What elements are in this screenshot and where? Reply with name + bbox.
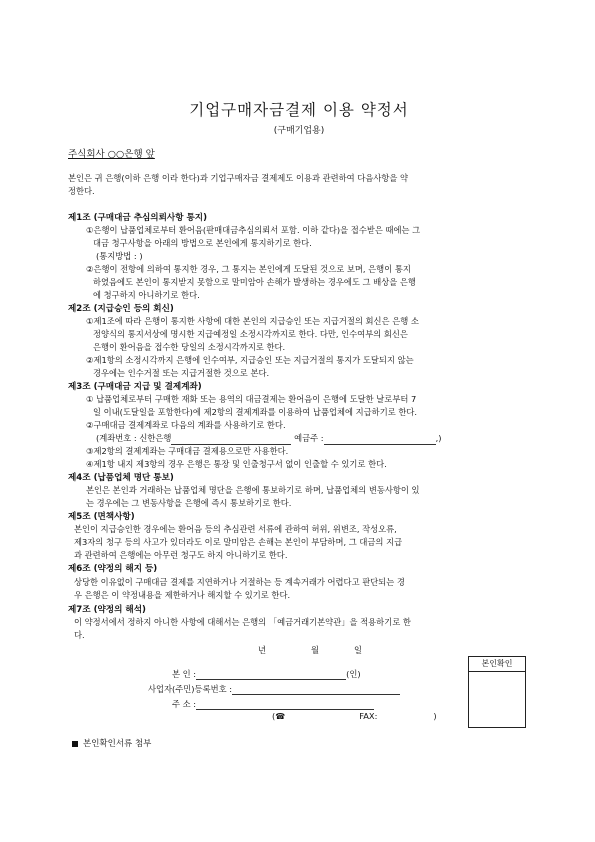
signature-name-row [172,668,361,680]
phone-close: ) [433,711,437,721]
account-bank-label: (계좌번호 : 신한은행 [96,433,172,443]
article-1-line: ①은행이 납품업체로부터 환어음(판매대금추심의뢰서 포함. 이하 같다)을 접수받은 때에는 그 [86,225,421,235]
article-2-line: ①제1조에 따라 은행이 통지한 사항에 대한 본인의 지급승인 또는 지급거절의 회신은 은행 소 [86,316,419,326]
date-year-label: 년 [258,645,267,655]
article-7-heading: 제7조 (약정의 해석) [68,605,146,615]
fax-label: FAX: [359,711,378,721]
article-1-heading: 제1조 (구매대금 추심의뢰사항 통지) [68,213,208,223]
article-3-line: ②구매대금 결제계좌로 다음의 계좌를 사용하기로 한다. [86,420,286,430]
account-close: ,) [435,433,442,443]
article-1-line: 대금 청구사항을 아래의 방법으로 본인에게 통지하기로 한다. [93,238,312,248]
document-title: 기업구매자금결제 이용 약정서 [189,101,409,119]
phone-icon: ☎ [275,712,286,721]
account-row [96,432,441,445]
article-7-line: 이 약정서에서 정하지 아니한 사항에 대해서는 은행의 「예금거래기본약관」을 적용하기로 한 [74,617,411,627]
article-2-line: 경우에는 인수거절 또는 지급거절한 것으로 본다. [93,368,270,378]
signature-bizno-row [148,683,400,695]
phone-open: ( [272,711,276,721]
identity-check-label: 본인확인 [469,657,525,672]
article-2-heading: 제2조 (지급승인 등의 회신) [68,304,174,314]
article-2-line: ②제1항의 소정시각까지 은행에 인수여부, 지급승인 또는 지급거절의 통지가 도달되지 않는 [86,355,414,365]
article-5-line: 과 관련하여 은행에는 아무런 청구도 하지 아니하기로 한다. [74,550,288,560]
bizno-line[interactable] [232,685,400,695]
article-5-line: 본인이 지급승인한 경우에는 환어음 등의 추심관련 서류에 관하여 허위, 위변조, 작성오류, [74,524,397,534]
article-6-line: 상당한 이유없이 구매대금 결제를 지연하거나 거절하는 등 계속거래가 어렵다고 판단되는 경 [74,577,405,587]
article-1-line: 하였음에도 본인이 통지받지 못함으로 말미암아 손해가 발생하는 경우에도 그 배상을 은행 [93,277,416,287]
signatory-name-line[interactable] [196,670,346,680]
intro-line-1: 본인은 귀 은행(이하 은행 이라 한다)과 기업구매자금 결제제도 이용과 관련하여 다음사항을 약 [68,173,409,183]
article-4-heading: 제4조 (납품업체 명단 통보) [68,473,174,483]
seal-mark: (인) [346,669,361,679]
article-3-line: ③제2항의 결제계좌는 구매대금 결제용으로만 사용한다. [86,446,289,456]
signature-address-row [172,698,374,710]
article-1-line: 에 청구하지 아니하기로 한다. [93,290,200,300]
date-day-label: 일 [354,645,363,655]
article-4-line: 는 경우에는 그 변동사항을 은행에 즉시 통보하기로 한다. [86,498,292,508]
article-3-line: ① 납품업체로부터 구매한 재화 또는 용역의 대금결제는 환어음이 은행에 도달한 날로부터 7 [86,394,417,404]
footer-note [72,737,151,749]
document-subtitle: (구매기업용) [273,126,325,136]
addressee: 주식회사 ○○은행 앞 [68,149,155,160]
black-square-icon [72,741,78,747]
article-3-line: ④제1항 내지 제3항의 경우 은행은 통장 및 인출청구서 없이 인출할 수 있기로 한다. [86,459,387,469]
article-6-line: 우 은행은 이 약정내용을 제한하거나 해지할 수 있기로 한다. [74,590,291,600]
article-4-line: 본인은 본인과 거래하는 납품업체 명단을 은행에 통보하기로 하며, 납품업체의 변동사항이 있 [86,485,420,495]
article-1-line: (통지방법 : ) [96,251,143,261]
identity-check-box [468,656,526,728]
signature-phone-row [272,711,437,721]
article-6-heading: 제6조 (약정의 해지 등) [68,564,158,574]
account-holder-line[interactable] [324,435,436,445]
article-7-line: 다. [74,630,85,640]
article-3-heading: 제3조 (구매대금 지급 및 결제계좌) [68,382,202,392]
account-holder-label: 예금주 : [294,433,324,443]
bizno-label: 사업자(주민)등록번호 : [148,684,233,694]
account-number-line[interactable] [171,435,291,445]
signatory-name-label: 본 인 : [172,669,197,679]
article-1-line: ②은행이 전항에 의하여 통지한 경우, 그 통지는 본인에게 도달된 것으로 보며, 은행이 통지 [86,264,411,274]
article-3-line: 일 이내(도달일을 포함한다)에 제2항의 결제계좌를 이용하여 납품업체에 지급하기로 한다. [93,407,418,417]
article-2-line: 정양식의 통지서상에 명시한 지급예정일 소정시각까지로 한다. 다만, 인수여부의 회신은 [93,329,408,339]
article-2-line: 은행이 환어음을 접수한 당일의 소정시각까지로 한다. [93,342,286,352]
intro-line-2: 정한다. [68,186,95,196]
address-label: 주 소 : [172,699,197,709]
footer-text: 본인확인서류 첨부 [83,739,152,749]
address-line[interactable] [196,700,374,710]
article-5-line: 제3자의 청구 등의 사고가 있더라도 이로 말미암은 손해는 본인이 부담하며, 그 대금의 지급 [74,537,403,547]
date-month-label: 월 [311,645,320,655]
article-5-heading: 제5조 (면책사항) [68,512,135,522]
